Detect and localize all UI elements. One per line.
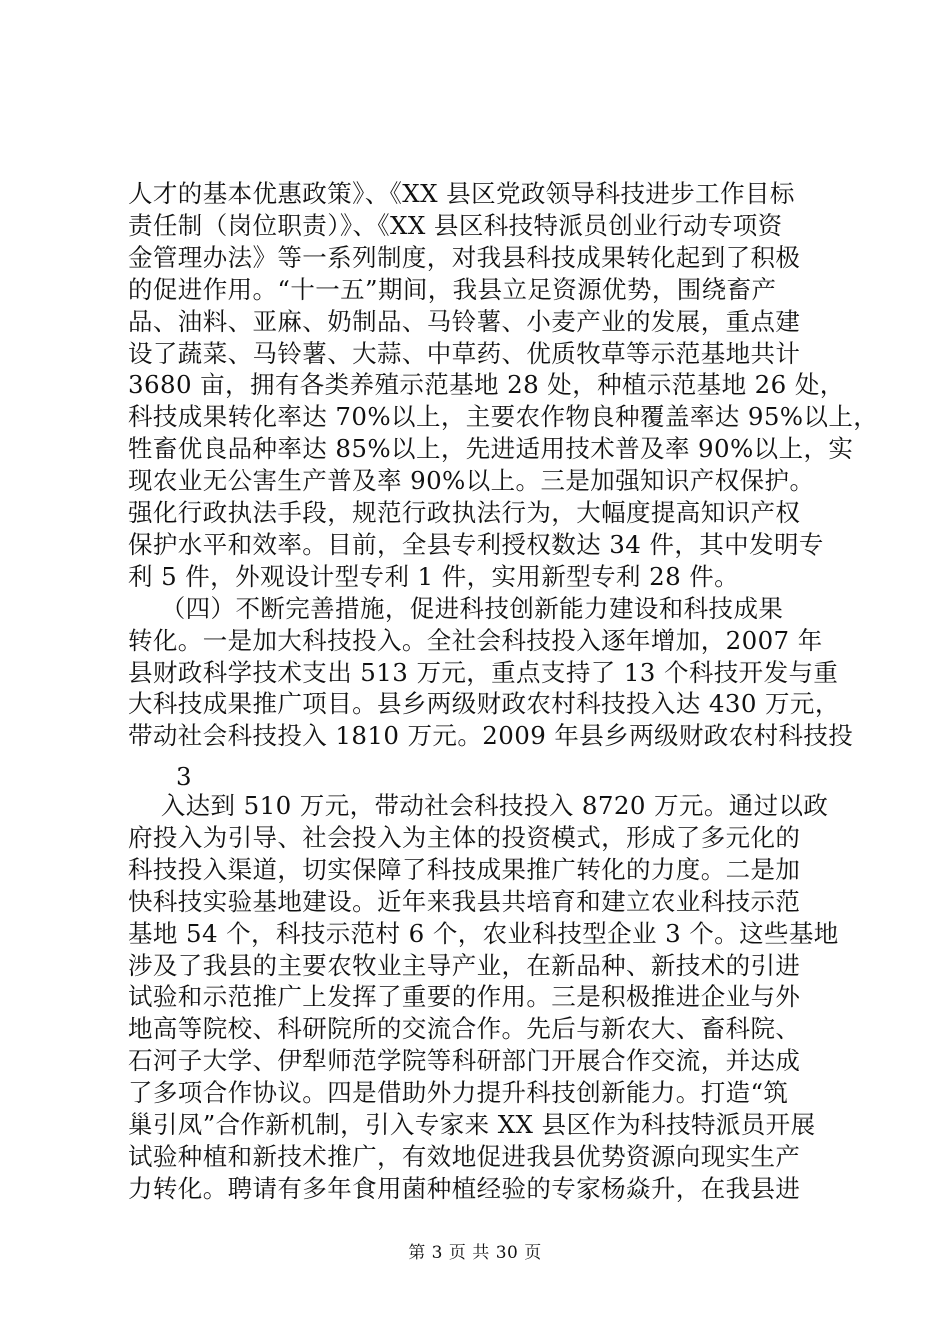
text-line: 涉及了我县的主要农牧业主导产业，在新品种、新技术的引进: [128, 950, 801, 980]
text-line: 试验和示范推广上发挥了重要的作用。三是积极推进企业与外: [128, 982, 801, 1012]
text-line: 科技投入渠道，切实保障了科技成果推广转化的力度。二是加: [128, 854, 801, 884]
text-line: 保护水平和效率。目前，全县专利授权数达 34 件，其中发明专: [128, 529, 824, 559]
text-line: 府投入为引导、社会投入为主体的投资模式，形成了多元化的: [128, 822, 801, 852]
text-line: 了多项合作协议。四是借助外力提升科技创新能力。打造“筑: [128, 1078, 789, 1108]
text-line: 力转化。聘请有多年食用菌种植经验的专家杨焱升，在我县进: [128, 1173, 801, 1203]
text-line: 金管理办法》等一系列制度，对我县科技成果转化起到了积极: [128, 242, 801, 272]
text-line: 人才的基本优惠政策》、《XX 县区党政领导科技进步工作目标: [128, 179, 795, 208]
text-line: 品、油料、亚麻、奶制品、马铃薯、小麦产业的发展，重点建: [128, 306, 801, 336]
text-line: 石河子大学、伊犁师范学院等科研部门开展合作交流，并达成: [128, 1046, 801, 1076]
text-line: 责任制（岗位职责）》、《XX 县区科技特派员创业行动专项资: [128, 210, 783, 240]
page-marker: 3: [176, 762, 192, 791]
text-line: 现农业无公害生产普及率 90%以上。三是加强知识产权保护。: [128, 466, 815, 496]
text-line: 3680 亩，拥有各类养殖示范基地 28 处，种植示范基地 26 处，: [128, 370, 845, 400]
text-line: 大科技成果推广项目。县乡两级财政农村科技投入达 430 万元，: [128, 689, 840, 719]
text-line: （四）不断完善措施，促进科技创新能力建设和科技成果: [128, 593, 784, 623]
text-line: 设了蔬菜、马铃薯、大蒜、中草药、优质牧草等示范基地共计: [128, 338, 801, 368]
text-line: 利 5 件，外观设计型专利 1 件，实用新型专利 28 件。: [128, 561, 740, 591]
text-line: 巢引凤”合作新机制，引入专家来 XX 县区作为科技特派员开展: [128, 1110, 816, 1139]
text-line: 基地 54 个，科技示范村 6 个，农业科技型企业 3 个。这些基地: [128, 918, 839, 948]
text-line: 快科技实验基地建设。近年来我县共培育和建立农业科技示范: [128, 886, 801, 916]
text-line: 地高等院校、科研院所的交流合作。先后与新农大、畜科院、: [128, 1014, 801, 1044]
text-line: 县财政科学技术支出 513 万元，重点支持了 13 个科技开发与重: [128, 657, 839, 687]
text-line: 转化。一是加大科技投入。全社会科技投入逐年增加，2007 年: [128, 625, 823, 655]
text-line: 入达到 510 万元，带动社会科技投入 8720 万元。通过以政: [128, 791, 829, 820]
text-line: 试验种植和新技术推广，有效地促进我县优势资源向现实生产: [128, 1141, 801, 1171]
text-line: 强化行政执法手段，规范行政执法行为，大幅度提高知识产权: [128, 498, 801, 527]
page-footer: 第 3 页 共 30 页: [408, 1243, 542, 1263]
text-line: 科技成果转化率达 70%以上，主要农作物良种覆盖率达 95%以上，: [128, 402, 879, 432]
text-line: 牲畜优良品种率达 85%以上，先进适用技术普及率 90%以上，实: [128, 434, 854, 464]
text-line: 带动社会科技投入 1810 万元。2009 年县乡两级财政农村科技投: [128, 721, 854, 751]
text-line: 的促进作用。“十一五”期间，我县立足资源优势，围绕畜产: [128, 274, 777, 304]
